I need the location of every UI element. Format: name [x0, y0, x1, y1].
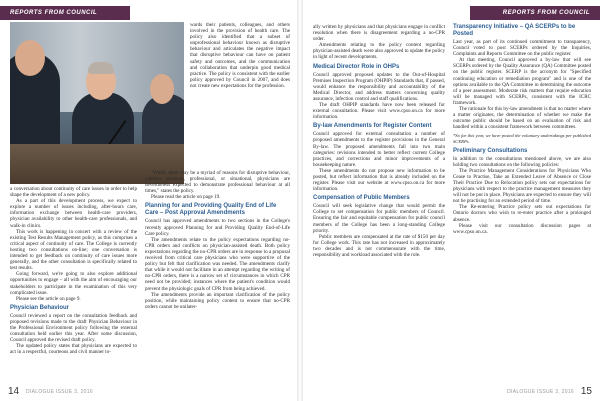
paragraph: This work is happening in concert with a review of the existing Test Results Management policy, as this comprises a critical aspect of continuity of care. The College is currently hosting two consultations on-line; one conversation is intended to get feedback on continuity of care issues more generally, and the other consultation is specifically related to test results. [10, 228, 137, 272]
left-column-2 [145, 170, 290, 310]
left-column-1 [10, 186, 137, 355]
left-column-2-top [190, 22, 290, 89]
paragraph: The amendments provide an important clarification of the policy position, while maintaining policy content to ensure that no-CPR orders cannot be unilater- [145, 291, 290, 310]
paragraph: Council reviewed a report on the consultation feedback and proposed revisions made to the draft Physician Behaviour in the Professional Environment policy following the external consultation held earlier this year. After some discussion, Council approved the revised draft policy. [10, 312, 137, 344]
paragraph: As a part of this development process, we expect to explore a number of issues including, after-hours care, information exchange between health-care providers, physician availability to other health-care professionals, and walk-in clinics. [10, 198, 137, 229]
section-heading: Transparency Initiative – QA SCERPs to be Posted [453, 24, 576, 37]
page-footer: DIALOGUE ISSUE 3, 2016 [26, 389, 93, 395]
paragraph: Last year, as part of its continued commitment to transparency, Council voted to post SCERPs ordered by the Inquiries, Complaints and Reports Committee on the public register. [453, 39, 591, 58]
paragraph: a conversation about continuity of care issues in order to help shape the development of a new policy. [10, 186, 137, 199]
council-meeting-photo [10, 22, 184, 184]
paragraph: wards their patients, colleagues, and others involved in the provision of health care. The policy also identified that a subset of unprofessional behaviour known as disruptive behaviour and articulates the negative impact that disruptive behaviour can have on patient safety and outcomes, and the communication and collaboration that underpin good medical practice. The policy is consistent with the earlier policy approved by Council in 2007, and does not create new expectations for the profession. [190, 22, 290, 89]
paragraph: Please visit our consultation discussion pages at www.cpso.on.ca. [453, 222, 591, 235]
paragraph: These amendments do not propose new information to be posted, but reflect information that is already included on the register. Please visit our website at www.cpso.on.ca for more information. [313, 167, 445, 193]
section-heading: By-law Amendments for Register Content [313, 123, 432, 130]
section-heading: Compensation of Public Members [313, 195, 410, 202]
page-number: 14 [8, 386, 20, 397]
paragraph: The amendments relate to the policy expectations regarding no-CPR orders and conflicts on physician-assisted death. Both policy expectations regarding the no-CPR orders are in response to a proposal received from critical care physicians who were supportive of the policy but felt that clarification was needed. The amendments clarify that while it would not facilitate in an attempt regarding the writing of no-CPR orders, there is a narrow set of circumstances in which CPR need not be provided; instances where the patient's condition would prevent the physiologic goals of CPR from being achieved. [145, 236, 290, 292]
right-column-2 [453, 24, 591, 235]
paragraph: In addition to the consultations mentioned above, we are also holding two consultations on the following policies: [453, 155, 591, 168]
paragraph: Going forward, we're going to also explore additional opportunities to engage – all with the aim of encouraging our stakeholders to participate in the examination of this very complicated issue. [10, 271, 137, 296]
right-page [303, 0, 600, 401]
paragraph: Please see the article on page 9. [16, 295, 81, 302]
right-column-1 [313, 24, 445, 258]
footnote: *So far this year, we have posted the voluntary undertakings per published SCERPs. [453, 133, 591, 144]
paragraph: The Practice Management Considerations for Physicians Who Cease to Practise, Take an Extended Leave of Absence or Close Their Practice Due to Relocation policy sets out expectations for physicians with respect to the practice management measures they will not be put in place. Physicians are expected to ensure they will not be practising for an extended period of time. [453, 167, 591, 205]
page-number: 15 [580, 386, 592, 397]
section-heading: Planning for and Providing Quality End of Life Care – Post Approval Amendments [145, 203, 277, 217]
paragraph: Public members are compensated at the rate of $150 per day for College work. This rate has not increased in approximately two decades and is not commensurate with the time, responsibility and workload associated with the role. [313, 233, 445, 258]
paragraph: Council will seek legislative change that would permit the College to set compensation for public members of Council. Ensuring the fair and equitable compensation for public council members of the College has been a long-standing College priority. [313, 203, 445, 234]
section-header: REPORTS FROM COUNCIL [0, 6, 130, 20]
section-header: REPORTS FROM COUNCIL [470, 6, 600, 20]
paragraph: "While, there may be a myriad of reasons for disruptive behaviour, whether personal, professional, or situational, physicians are nevertheless expected to demonstrate professional behaviour at all times," states the policy. [145, 170, 290, 195]
left-page [0, 0, 297, 401]
section-heading: Preliminary Consultations [453, 147, 528, 154]
page-footer: DIALOGUE ISSUE 3, 2016 [507, 389, 574, 395]
paragraph: Please read the article on page 19. [151, 194, 221, 201]
section-heading: Medical Director Role in OHPs [313, 63, 400, 70]
paragraph: Council approved proposed updates to the Out-of-Hospital Premises Inspection Program (OHPIP) Standards that, if passed, would enhance the responsibility and accountability of the Medical Director, and address matters concerning quality assurance, infection control and staff qualifications. [313, 71, 445, 102]
section-heading: Physician Behaviour [10, 304, 70, 311]
paragraph: The updated policy states that physicians are expected to act in a respectful, courteous and civil manner to- [10, 343, 137, 356]
paragraph: ally written by physicians and that physicians engage in conflict resolution when there is disagreement regarding a no-CPR order. [313, 24, 445, 43]
paragraph: Amendments relating to the policy content regarding physician-assisted death were also approved to update the policy in light of recent developments. [313, 42, 445, 61]
paragraph: The draft OHPIP standards have now been released for external consultation. Please visit www.cpso.on.ca for more information. [313, 102, 445, 121]
paragraph: Council has approved amendments to two sections in the College's recently approved Planning for and Providing Quality End-of-Life Care policy. [145, 218, 290, 237]
paragraph: Council approved for external consultation a number of proposed amendments to the register provisions in the General By-law. The proposed amendments fall into two main categories: revisions intended to better reflect current College practices, and corrections and minor improvements of a housekeeping nature. [313, 131, 445, 168]
paragraph: The rationale for this by-law amendment is that no matter where a matter originates, the determination of whether we make the outcome public should be based on an evaluation of risk and handled within a consistent framework between committees. [453, 106, 591, 131]
paragraph: The Re-entering Practice policy sets out expectations for Ontario doctors who wish to re-enter practice after a prolonged absence. [453, 204, 591, 223]
paragraph: At that meeting, Council approved a by-law that will see SCERPs ordered by the Quality Assurance (QA) Committee posted on the public register. SCERP is the acronym for "Specified continuing education or remediation program" and is one of the options available to the QA Committee in determining the outcome of a peer assessment. Moderate risk matters that require education will be managed with SCERPs, consistent with the ICRC framework. [453, 57, 591, 106]
